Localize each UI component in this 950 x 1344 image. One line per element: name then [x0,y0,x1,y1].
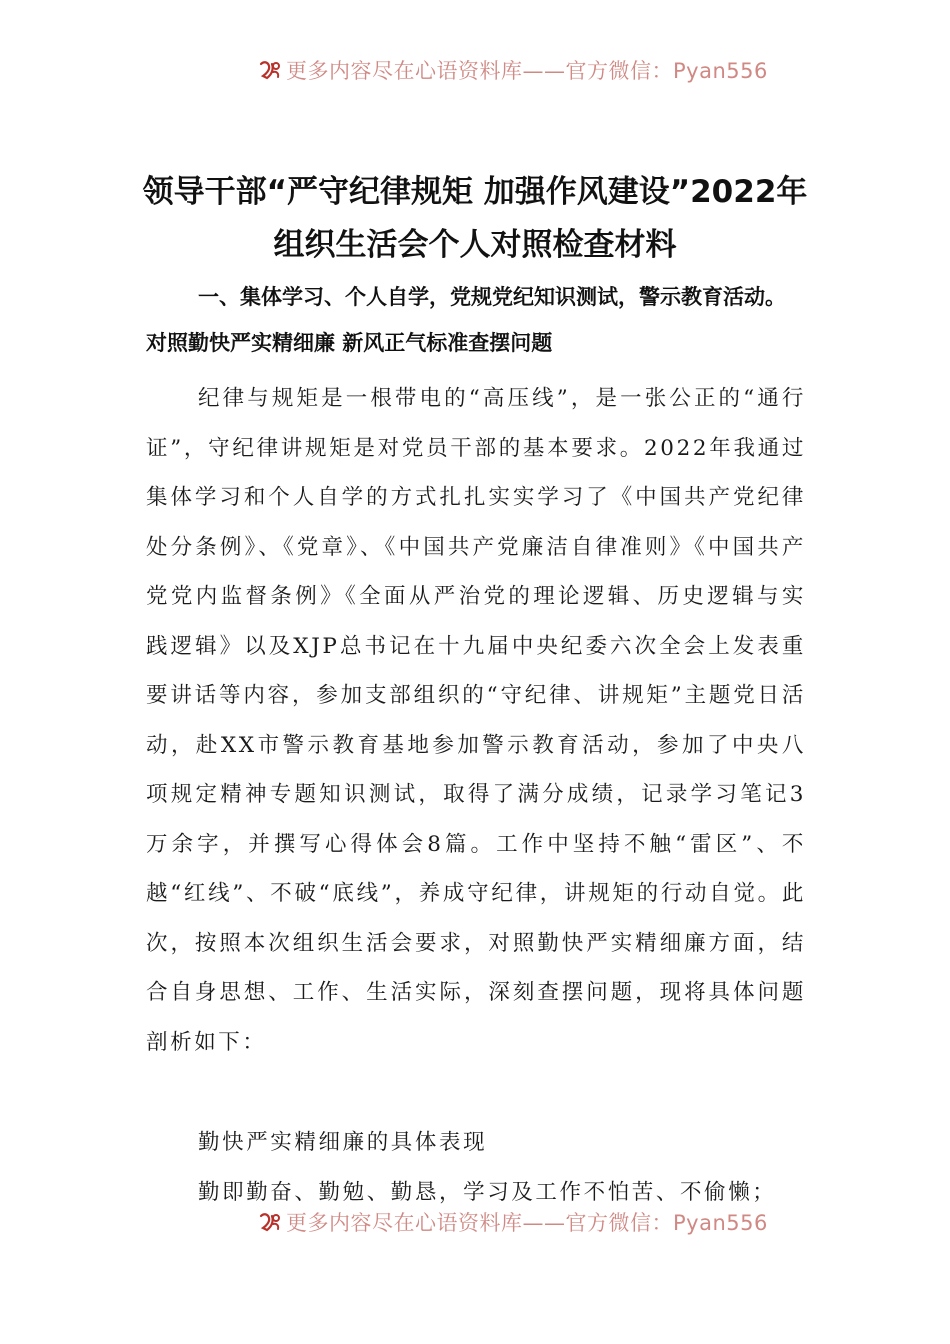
brand-logo-icon [258,58,282,82]
document-title: 领导干部“严守纪律规矩 加强作风建设”2022年组织生活会个人对照检查材料 [142,174,808,263]
section-heading: 一、集体学习、个人自学，党规党纪知识测试，警示教育活动。对照勤快严实精细廉 新风正气标准查摆问题 [146,285,786,355]
body-paragraph-continued: 勤即勤奋、勤勉、勤恳，学习及工作不怕苦、不偷懒； [198,1180,777,1205]
watermark-text: 更多内容尽在心语资料库——官方微信：Pyan556 [286,59,768,83]
header-watermark [258,56,768,84]
subheading: 勤快严实精细廉的具体表现 [198,1130,488,1155]
brand-logo-icon [258,1210,282,1234]
footer-watermark [258,1208,768,1236]
watermark-text: 更多内容尽在心语资料库——官方微信：Pyan556 [286,1211,768,1235]
body-paragraph: 纪律与规矩是一根带电的“高压线”，是一张公正的“通行证”，守纪律讲规矩是对党员干部的基本要求。2022年我通过集体学习和个人自学的方式扎扎实实学习了《中国共产党纪律处分条例》、《党章》、《中国共产党廉洁自律准则》《中国共产党党内监督条例》《全面从严治党的理论逻辑、历史逻辑与实践逻辑》以及XJP总书记在十九届中央纪委六次全会上发表重要讲话等内容，参加支部组织的“守纪律、讲规矩”主题党日活动，赴XX市警示教育基地参加警示教育活动，参加了中央八项规定精神专题知识测试，取得了满分成绩，记录学习笔记3万余字，并撰写心得体会8篇。工作中坚持不触“雷区”、不越“红线”、不破“底线”，养成守纪律，讲规矩的行动自觉。此次，按照本次组织生活会要求，对照勤快严实精细廉方面，结合自身思想、工作、生活实际，深刻查摆问题，现将具体问题剖析如下： [146,386,806,1055]
